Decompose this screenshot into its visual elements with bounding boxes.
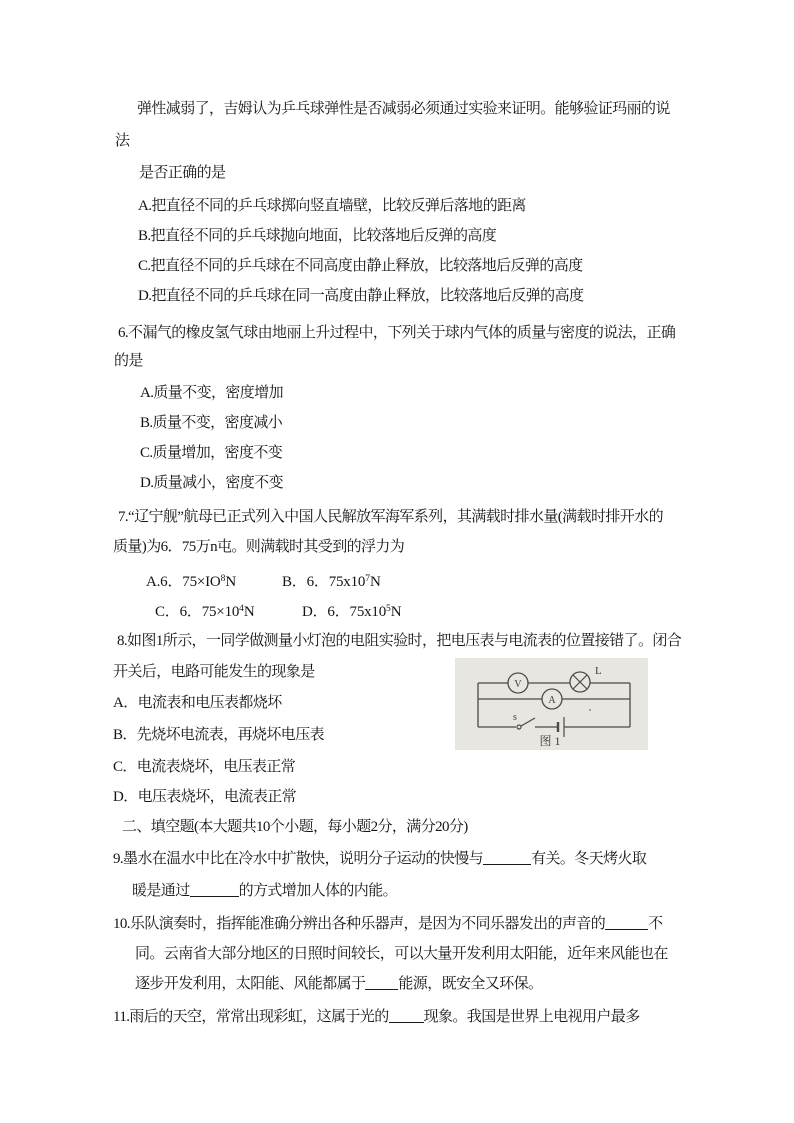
q8-option-a: A．电流表和电压表都烧坏 <box>113 695 282 711</box>
q7-option-b <box>282 570 381 591</box>
blank-line <box>365 975 398 990</box>
scan-speck <box>589 709 591 711</box>
q11-line1-text-before: 11.雨后的天空，常常出现彩虹，这属于光的 <box>113 1009 389 1025</box>
q9-line2-text-before: 暖是通过 <box>132 883 190 899</box>
q7-option-b-exponent: 7 <box>365 574 370 584</box>
q5-stem-line2: 法 <box>115 133 130 149</box>
switch-icon <box>517 718 535 729</box>
q9-line1-text-before: 9.墨水在温水中比在冷水中扩散快，说明分子运动的快慢与 <box>113 851 484 867</box>
q9-line2 <box>132 882 397 901</box>
q7-option-a <box>146 570 236 591</box>
q11-line1 <box>113 1008 640 1027</box>
q5-option-b: B.把直径不同的乒乓球抛向地面，比较落地后反弹的高度 <box>138 228 497 244</box>
blank-line <box>605 915 648 930</box>
q5-option-a: A.把直径不同的乒乓球掷向竖直墙壁，比较反弹后落地的距离 <box>138 198 526 214</box>
q7-stem-line2: 质量)为6．75万n屯。则满载时其受到的浮力为 <box>113 539 405 555</box>
q7-option-d-exponent: 5 <box>386 604 391 614</box>
q7-option-c-base: C．6．75×10 <box>155 604 240 620</box>
q10-line3 <box>135 975 542 994</box>
figure-caption: 图 1 <box>539 734 561 748</box>
q10-line2: 同。云南省大部分地区的日照时间较长，可以大量开发利用太阳能，近年来风能也在 <box>135 946 668 962</box>
blank-line <box>389 1008 424 1023</box>
q7-option-d <box>302 600 401 621</box>
q5-stem-line1: 弹性减弱了，吉姆认为乒乓球弹性是否减弱必须通过实验来证明。能够验证玛丽的说 <box>137 101 670 117</box>
q6-option-d: D.质量减小，密度不变 <box>140 475 283 491</box>
q8-option-c: C．电流表烧坏，电压表正常 <box>113 759 296 775</box>
svg-text:A: A <box>548 695 556 706</box>
circuit-diagram <box>455 658 648 750</box>
q10-line3-text-after: 能源，既安全又环保。 <box>398 976 543 992</box>
q7-option-a-base: A.6．75×IO <box>146 574 221 590</box>
voltmeter-icon <box>508 673 528 693</box>
q8-stem-line1: 8.如图1所示，一同学做测量小灯泡的电阻实验时，把电压表与电流表的位置接错了。闭合 <box>117 633 682 649</box>
circuit-figure <box>455 658 648 750</box>
blank-line <box>483 850 531 865</box>
q7-stem-line1: 7.“辽宁舰”航母已正式列入中国人民解放军海军系列，其满载时排水量(满载时排开水的 <box>118 509 663 525</box>
q9-line1 <box>113 850 646 869</box>
q7-option-d-unit: N <box>390 604 402 620</box>
section2-header: 二、填空题(本大题共10个小题，每小题2分，满分20分) <box>122 819 468 835</box>
q6-stem-line1: 6.不漏气的橡皮氢气球由地丽上升过程中，下列关于球内气体的质量与密度的说法，正确 <box>118 325 676 341</box>
q6-stem-line2: 的是 <box>114 353 143 369</box>
q7-option-c-unit: N <box>243 604 255 620</box>
q10-line1-text-before: 10.乐队演奏时，指挥能准确分辨出各种乐器声，是因为不同乐器发出的声音的 <box>113 916 606 932</box>
q10-line1 <box>113 915 663 934</box>
q8-option-b: B．先烧坏电流表，再烧坏电压表 <box>113 727 325 743</box>
ammeter-icon <box>542 689 562 709</box>
svg-text:V: V <box>514 679 522 690</box>
q9-line1-text-after: 有关。冬天烤火取 <box>531 851 647 867</box>
q7-option-b-base: B．6．75x10 <box>282 574 366 590</box>
q8-stem-line2: 开关后，电路可能发生的现象是 <box>113 664 315 680</box>
q7-option-a-unit: N <box>225 574 236 590</box>
q6-option-c: C.质量增加，密度不变 <box>140 445 283 461</box>
q10-line3-text-before: 逐步开发利用，太阳能、风能都属于 <box>135 976 366 992</box>
blank-line <box>190 882 239 897</box>
q5-option-c: C.把直径不同的乒乓球在不同高度由静止释放，比较落地后反弹的高度 <box>138 258 583 274</box>
q7-option-c-exponent: 4 <box>239 604 244 614</box>
q10-line1-text-after: 不 <box>648 916 663 932</box>
q6-option-a: A.质量不变，密度增加 <box>140 385 283 401</box>
q6-option-b: B.质量不变，密度减小 <box>140 415 283 431</box>
lamp-icon <box>570 672 590 692</box>
q7-option-b-unit: N <box>369 574 381 590</box>
q7-option-a-exponent: 8 <box>220 574 226 584</box>
q5-option-d: D.把直径不同的乒乓球在同一高度由静止释放，比较落地后反弹的高度 <box>138 288 584 304</box>
q7-option-c <box>155 600 255 621</box>
q11-line1-text-after: 现象。我国是世界上电视用户最多 <box>423 1009 640 1025</box>
q7-option-d-base: D．6．75x10 <box>302 604 387 620</box>
lamp-label: L <box>595 665 602 677</box>
q9-line2-text-after: 的方式增加人体的内能。 <box>238 883 398 899</box>
q8-option-d: D．电压表烧坏，电流表正常 <box>113 789 297 805</box>
q5-stem-line3: 是否正确的是 <box>139 165 226 181</box>
switch-label: s <box>513 712 517 723</box>
